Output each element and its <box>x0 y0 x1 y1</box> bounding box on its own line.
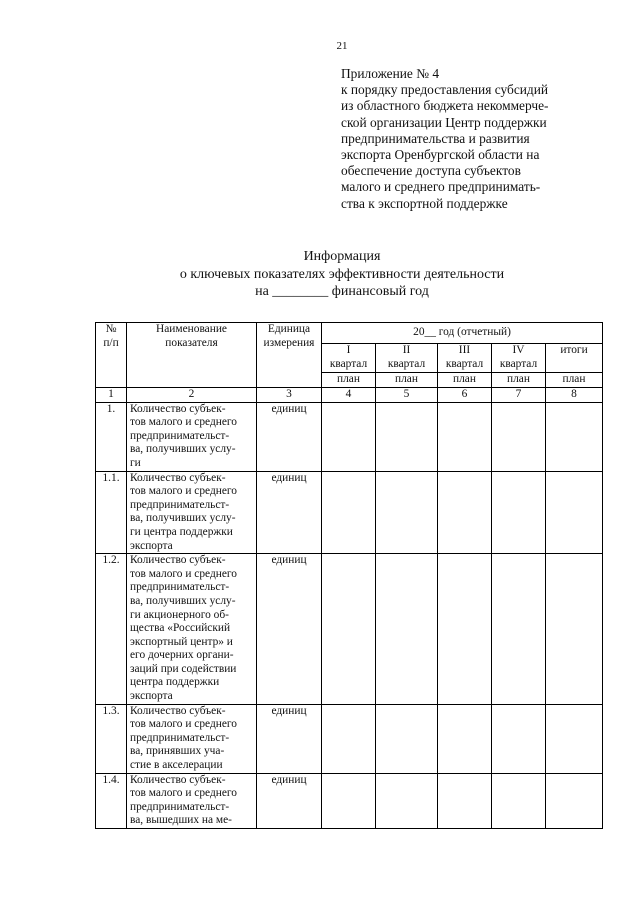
appendix-header <box>341 66 601 212</box>
header-row-1 <box>96 323 603 344</box>
column-number: 3 <box>257 388 322 403</box>
plan-cell-total <box>546 402 603 471</box>
column-number: 8 <box>546 388 603 403</box>
table-row <box>96 704 603 773</box>
plan-cell-q4 <box>492 773 546 828</box>
plan-cell-q4 <box>492 704 546 773</box>
appendix-line: ства к экспортной поддержке <box>341 195 508 211</box>
header-plan: план <box>492 373 546 388</box>
plan-cell-q2 <box>376 402 438 471</box>
table-row <box>96 554 603 705</box>
header-year: 20__ год (отчетный) <box>322 323 603 344</box>
header-plan: план <box>546 373 603 388</box>
header-num: № п/п <box>96 323 127 388</box>
header-quarter-4: IV квартал <box>492 344 546 373</box>
appendix-line: из областного бюджета некоммерче- <box>341 98 549 114</box>
plan-cell-q3 <box>438 554 492 705</box>
header-plan: план <box>376 373 438 388</box>
indicator-name: Количество субъек- тов малого и среднего предпринимательст- ва, вышедших на ме- <box>127 773 257 828</box>
unit-cell: единиц <box>257 554 322 705</box>
unit-cell: единиц <box>257 704 322 773</box>
plan-cell-q3 <box>438 402 492 471</box>
appendix-line: экспорта Оренбургской области на <box>341 147 540 163</box>
row-number: 1.2. <box>96 554 127 705</box>
indicator-name: Количество субъек- тов малого и среднего предпринимательст- ва, получивших услу- ги центра поддержки экспорта <box>127 471 257 554</box>
row-number: 1.3. <box>96 704 127 773</box>
header-name: Наименование показателя <box>127 323 257 388</box>
table-row <box>96 402 603 471</box>
header-quarter-3: III квартал <box>438 344 492 373</box>
plan-cell-q1 <box>322 471 376 554</box>
indicators-table <box>95 322 603 829</box>
appendix-line: предпринимательства и развития <box>341 130 530 146</box>
plan-cell-q2 <box>376 773 438 828</box>
title-line-3: на ________ финансовый год <box>255 284 429 299</box>
plan-cell-q3 <box>438 704 492 773</box>
title-line-2: о ключевых показателях эффективности деятельности <box>179 266 505 282</box>
header-plan: план <box>438 373 492 388</box>
indicator-name: Количество субъек- тов малого и среднего предпринимательст- ва, принявших уча- стие в акселерации <box>127 704 257 773</box>
title-line-1: Информация <box>303 249 381 264</box>
column-number: 1 <box>96 388 127 403</box>
plan-cell-total <box>546 554 603 705</box>
table-row <box>96 773 603 828</box>
plan-cell-q1 <box>322 554 376 705</box>
document-title <box>0 248 640 301</box>
row-number: 1.4. <box>96 773 127 828</box>
indicator-name: Количество субъек- тов малого и среднего предпринимательст- ва, получивших услу- ги <box>127 402 257 471</box>
column-number: 6 <box>438 388 492 403</box>
plan-cell-q4 <box>492 471 546 554</box>
plan-cell-q2 <box>376 554 438 705</box>
plan-cell-total <box>546 773 603 828</box>
appendix-line: Приложение № 4 <box>341 66 440 81</box>
plan-cell-q3 <box>438 773 492 828</box>
header-quarter-1: I квартал <box>322 344 376 373</box>
column-number: 7 <box>492 388 546 403</box>
plan-cell-q1 <box>322 773 376 828</box>
plan-cell-q2 <box>376 471 438 554</box>
indicator-name: Количество субъек- тов малого и среднего предпринимательст- ва, получивших услу- ги акционерного об- щества «Российский экспортный центр» и его дочерних органи- заций при содействии центра поддержки экспорта <box>127 554 257 705</box>
plan-cell-q2 <box>376 704 438 773</box>
plan-cell-q4 <box>492 402 546 471</box>
appendix-line: обеспечение доступа субъектов <box>341 163 521 179</box>
row-number: 1. <box>96 402 127 471</box>
appendix-line: малого и среднего предпринимать- <box>341 179 541 195</box>
page-number: 21 <box>336 40 348 52</box>
column-numbers-row <box>96 388 603 403</box>
header-unit: Единица измерения <box>257 323 322 388</box>
plan-cell-q3 <box>438 471 492 554</box>
unit-cell: единиц <box>257 471 322 554</box>
table-row <box>96 471 603 554</box>
plan-cell-q1 <box>322 402 376 471</box>
header-plan: план <box>322 373 376 388</box>
plan-cell-q4 <box>492 554 546 705</box>
column-number: 5 <box>376 388 438 403</box>
column-number: 4 <box>322 388 376 403</box>
plan-cell-total <box>546 704 603 773</box>
appendix-line: ской организации Центр поддержки <box>341 114 547 130</box>
unit-cell: единиц <box>257 773 322 828</box>
header-quarter-2: II квартал <box>376 344 438 373</box>
unit-cell: единиц <box>257 402 322 471</box>
column-number: 2 <box>127 388 257 403</box>
row-number: 1.1. <box>96 471 127 554</box>
plan-cell-q1 <box>322 704 376 773</box>
header-total: итоги <box>546 344 603 373</box>
appendix-line: к порядку предоставления субсидий <box>341 82 549 98</box>
plan-cell-total <box>546 471 603 554</box>
